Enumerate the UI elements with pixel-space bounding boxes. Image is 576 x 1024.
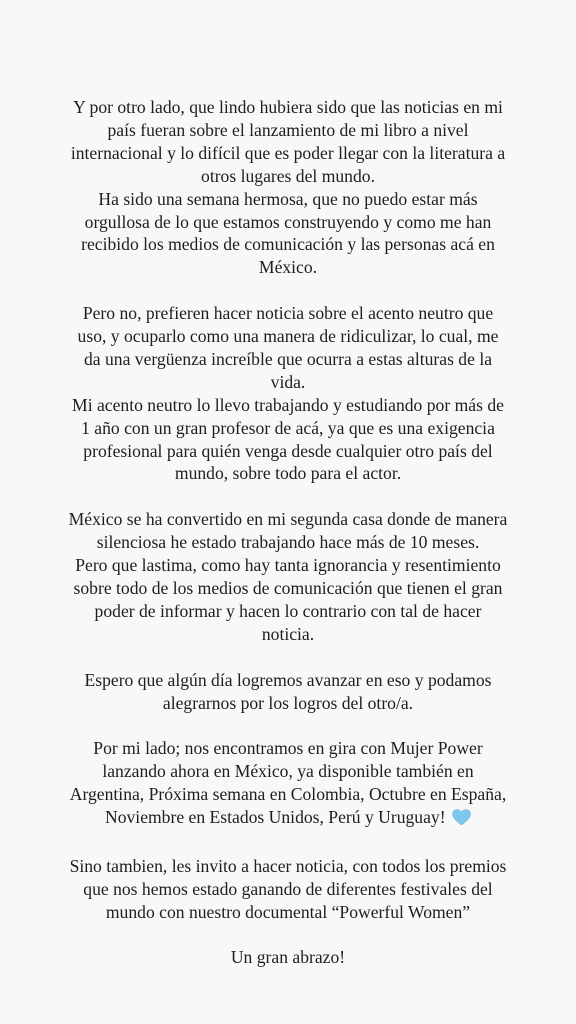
paragraph-mexico: México se ha convertido en mi segunda casa donde de manera silenciosa he estado trabajando hace más de 10 meses. Pero que lastima, como hay tanta ignorancia y resentimiento sobre todo de los medios de comunicación que tienen el gran poder de informar y hacen lo contrario con tal de hacer noticia. [68,509,508,644]
story-text [68,96,508,969]
paragraph-libro: Y por otro lado, que lindo hubiera sido que las noticias en mi país fueran sobre el lanzamiento de mi libro a nivel internacional y lo difícil que es poder llegar con la literatura a otros lugares del mundo. Ha sido una semana hermosa, que no puedo estar más orgullosa de lo que estamos construyendo y como me han recibido los medios de comunicación y las personas acá en México. [70,97,506,278]
paragraph-gira-text: Por mi lado; nos encontramos en gira con Mujer Power lanzando ahora en México, ya disponible también en Argentina, Próxima semana en Colombia, Octubre en España, Noviembre en Estados Unidos, Perú y Uruguay! [69,738,507,828]
paragraph-premios: Sino tambien, les invito a hacer noticia, con todos los premios que nos hemos estado ganando de diferentes festivales del mundo con nuestro documental “Powerful Women” [69,855,507,922]
paragraph-acento: Pero no, prefieren hacer noticia sobre el acento neutro que uso, y ocuparlo como una manera de ridiculizar, lo cual, me da una vergüenza increíble que ocurra a estas alturas de la vida. Mi acento neutro lo llevo trabajando y estudiando por más de 1 año con un gran profesor de acá, ya que es una exigencia profesional para quién venga desde cualquier otro país del mundo, sobre todo para el actor. [72,303,504,484]
paragraph-espero: Espero que algún día logremos avanzar en eso y podamos alegrarnos por los logros del otro/a. [84,669,492,713]
paragraph-abrazo: Un gran abrazo! [230,947,346,968]
paragraph-gira [68,737,508,832]
light-blue-heart-icon [452,809,471,832]
